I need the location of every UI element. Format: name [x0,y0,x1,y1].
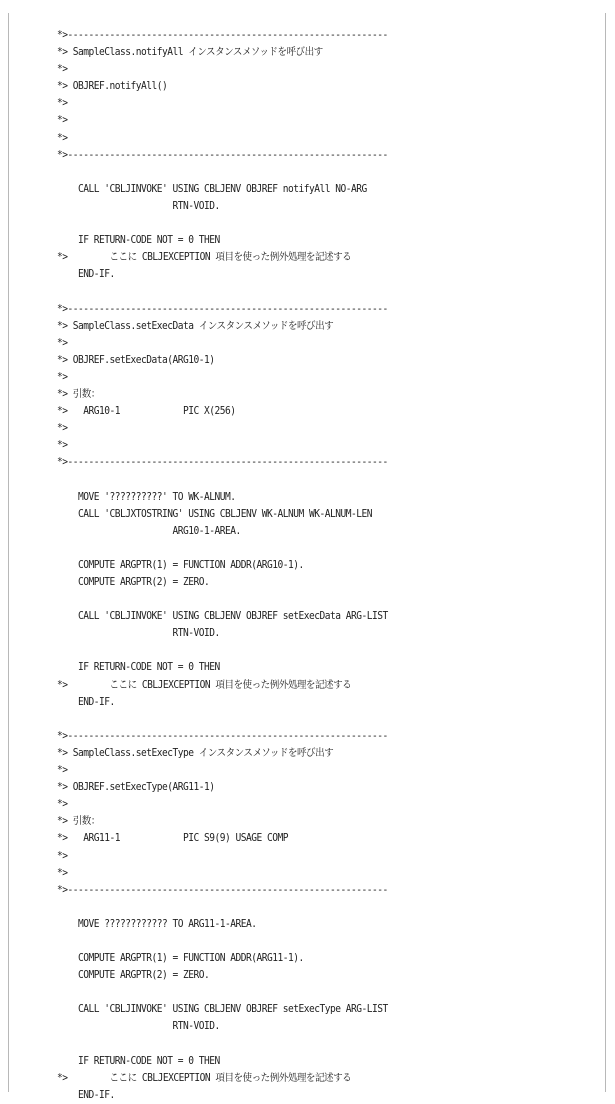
code-comment-line: *> 引数： [57,815,100,828]
code-blank-line [57,711,388,728]
code-blank-line [57,540,388,557]
code-statement-line: COMPUTE ARGPTR(1) = FUNCTION ADDR(ARG11-1). [57,952,304,965]
code-statement-line: COMPUTE ARGPTR(1) = FUNCTION ADDR(ARG10-1). [57,558,304,571]
code-statement-line: CALL 'CBLJINVOKE' USING CBLJENV OBJREF setExecType ARG-LIST [57,1003,388,1016]
code-statement-line: END-IF. [57,1088,115,1101]
code-comment-line: *> [57,439,68,452]
code-blank-line [57,984,388,1001]
code-statement-line: COMPUTE ARGPTR(2) = ZERO. [57,969,210,982]
code-statement-line: IF RETURN-CODE NOT = 0 THEN [57,234,220,247]
code-comment-line: *> 引数： [57,387,100,400]
code-comment-line: *> ARG10-1 PIC X(256) [57,405,236,418]
code-statement-line: END-IF. [57,695,115,708]
code-statement-line: IF RETURN-CODE NOT = 0 THEN [57,661,220,674]
code-blank-line [57,899,388,916]
code-comment-line: *> OBJREF.notifyAll() [57,80,168,93]
code-block [57,27,388,1104]
code-comment-line: *> SampleClass.setExecData インスタンスメソッドを呼び出す [57,319,334,332]
code-comment-line: *> [57,97,68,110]
code-statement-line: CALL 'CBLJXTOSTRING' USING CBLJENV WK-ALNUM WK-ALNUM-LEN [57,507,372,520]
code-comment-line: *> [57,114,68,127]
code-blank-line [57,215,388,232]
code-listing-frame [8,13,606,1101]
code-statement-line: COMPUTE ARGPTR(2) = ZERO. [57,576,210,588]
code-comment-line: *> [57,63,68,76]
code-comment-line: *>------------------------------------------------------------- [57,302,388,315]
code-blank-line [57,164,388,181]
code-blank-line [57,591,388,608]
code-comment-line: *> OBJREF.setExecType(ARG11-1) [57,781,215,794]
code-comment-line: *>------------------------------------------------------------- [57,148,388,161]
code-statement-line: RTN-VOID. [57,199,220,212]
code-comment-line: *> [57,866,68,879]
code-blank-line [57,933,388,950]
code-statement-line: MOVE '??????????' TO WK-ALNUM. [57,490,236,503]
code-statement-line: ARG10-1-AREA. [57,524,241,537]
code-blank-line [57,1036,388,1053]
code-statement-line: RTN-VOID. [57,1020,220,1033]
code-comment-line: *>------------------------------------------------------------- [57,729,388,742]
code-statement-line: MOVE ???????????? TO ARG11-1-AREA. [57,917,257,930]
code-comment-line: *>------------------------------------------------------------- [57,29,388,41]
code-statement-line: IF RETURN-CODE NOT = 0 THEN [57,1054,220,1067]
code-blank-line [57,642,388,659]
code-comment-line: *>------------------------------------------------------------- [57,456,388,469]
code-statement-line: CALL 'CBLJINVOKE' USING CBLJENV OBJREF setExecData ARG-LIST [57,610,388,623]
code-comment-line: *> [57,336,68,349]
code-comment-line: *> OBJREF.setExecData(ARG10-1) [57,353,215,366]
code-comment-line: *> [57,370,68,383]
code-comment-line: *> ここに CBLJEXCEPTION 項目を使った例外処理を記述する [57,251,352,264]
code-comment-line: *>------------------------------------------------------------- [57,883,388,896]
code-comment-line: *> ARG11-1 PIC S9(9) USAGE COMP [57,832,288,845]
code-comment-line: *> ここに CBLJEXCEPTION 項目を使った例外処理を記述する [57,1071,352,1084]
code-comment-line: *> [57,422,68,435]
code-comment-line: *> [57,798,68,811]
code-blank-line [57,283,388,300]
code-comment-line: *> SampleClass.notifyAll インスタンスメソッドを呼び出す [57,46,323,59]
code-comment-line: *> SampleClass.setExecType インスタンスメソッドを呼び出す [57,746,334,759]
code-statement-line: END-IF. [57,268,115,281]
code-statement-line: CALL 'CBLJINVOKE' USING CBLJENV OBJREF notifyAll NO-ARG [57,182,367,195]
code-blank-line [57,471,388,488]
code-statement-line: RTN-VOID. [57,627,220,640]
code-comment-line: *> [57,764,68,777]
code-comment-line: *> ここに CBLJEXCEPTION 項目を使った例外処理を記述する [57,678,352,691]
code-comment-line: *> [57,131,68,144]
code-comment-line: *> [57,849,68,862]
